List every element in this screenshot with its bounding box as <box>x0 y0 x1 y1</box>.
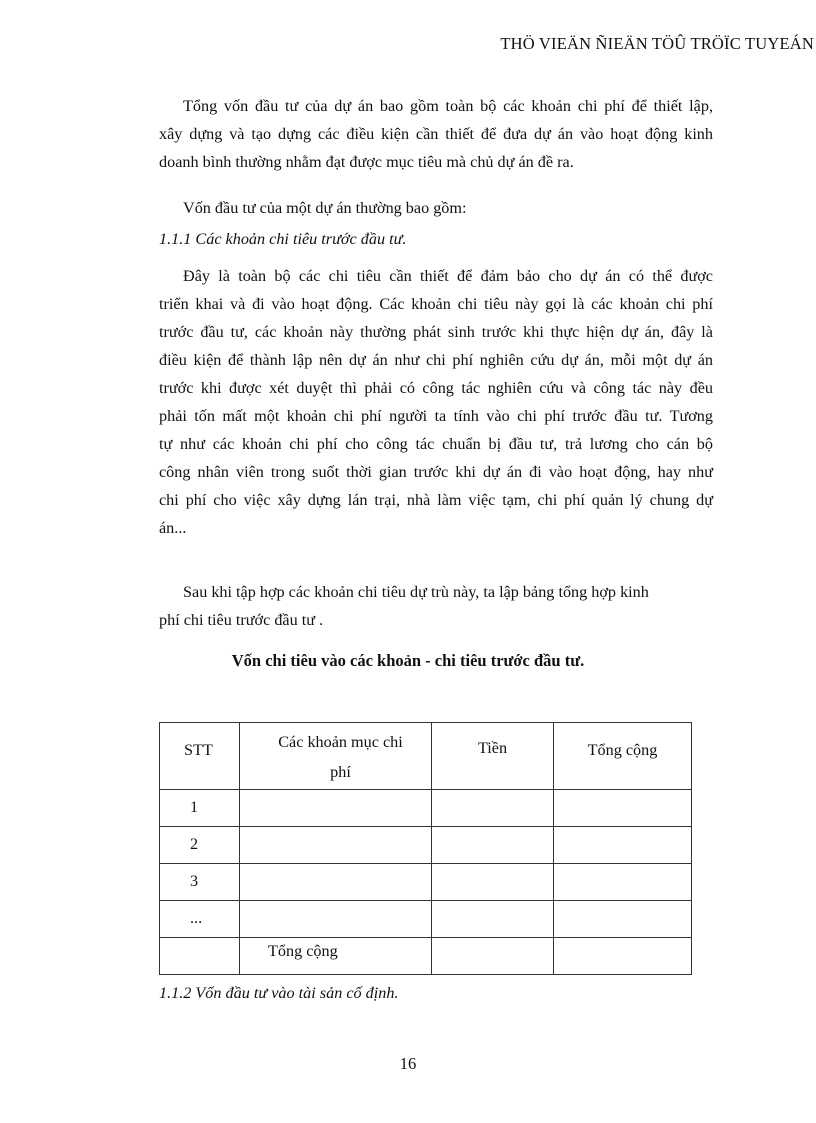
text-line: điều kiện để thành lập nên dự án như chi phí nghiên cứu dự án, mỗi một dự án <box>159 351 713 369</box>
text-line: chi phí cho việc xây dựng lán trại, nhà làm việc tạm, chi phí quản lý chung dự <box>159 491 713 509</box>
table-total-row <box>160 938 692 975</box>
text-line: phí chi tiêu trước đầu tư . <box>159 611 324 629</box>
header-tong-cong: Tổng cộng <box>554 723 692 790</box>
text-line: phải tốn mất một khoản chi phí người ta tính vào chi phí trước đầu tư. Tương <box>159 407 713 425</box>
cell-stt: 3 <box>160 864 240 901</box>
table-row <box>160 790 692 827</box>
header-khoan-muc <box>240 723 432 790</box>
text-line: án... <box>159 519 187 537</box>
header-tien: Tiền <box>432 723 554 790</box>
cell-stt: 1 <box>160 790 240 827</box>
header-khoan-muc-line2: phí <box>330 763 351 781</box>
paragraph-total-investment <box>159 92 713 176</box>
page-number: 16 <box>399 1054 417 1073</box>
cell-khoan-muc <box>240 901 432 938</box>
cell-khoan-muc <box>240 790 432 827</box>
table-row <box>160 827 692 864</box>
cell-stt <box>160 938 240 975</box>
text-line: Tổng vốn đầu tư của dự án bao gồm toàn bộ các khoản chi phí để thiết lập, <box>183 97 713 115</box>
page-header: THÖ VIEÄN ÑIEÄN TÖÛ TRÖÏC TUYEÁN <box>500 34 814 53</box>
text-line: tự như các khoản chi phí cho công tác chuẩn bị đầu tư, trả lương cho cán bộ <box>159 435 713 453</box>
cell-khoan-muc <box>240 827 432 864</box>
pre-investment-cost-table <box>159 722 692 975</box>
cell-tien <box>432 938 554 975</box>
text-line: Vốn đầu tư của một dự án thường bao gồm: <box>183 199 467 217</box>
cell-tong-cong <box>554 864 692 901</box>
header-khoan-muc-line1: Các khoản mục chi <box>278 733 403 751</box>
paragraph-investment-includes <box>159 194 713 222</box>
cell-khoan-muc <box>240 864 432 901</box>
table-row <box>160 864 692 901</box>
cell-tien <box>432 901 554 938</box>
text-line: Đây là toàn bộ các chi tiêu cần thiết để đảm bảo cho dự án có thể được <box>183 267 713 285</box>
cell-tien <box>432 864 554 901</box>
text-line: Sau khi tập hợp các khoản chi tiêu dự trù này, ta lập bảng tổng hợp kinh <box>183 583 649 601</box>
header-stt: STT <box>160 723 240 790</box>
text-line: trước khi được xét duyệt thì phải có công tác nghiên cứu và công tác này đều <box>159 379 713 397</box>
cell-tien <box>432 790 554 827</box>
cell-tong-cong <box>554 938 692 975</box>
cell-tien <box>432 827 554 864</box>
table-header-row <box>160 723 692 790</box>
section-heading-1-1-1: 1.1.1 Các khoản chi tiêu trước đầu tư. <box>159 230 407 248</box>
table-row <box>160 901 692 938</box>
cell-tong-cong <box>554 790 692 827</box>
cell-tong-cong <box>554 901 692 938</box>
cell-total-label: Tổng cộng <box>240 938 432 975</box>
cell-stt: ... <box>160 901 240 938</box>
text-line: triển khai và đi vào hoạt động. Các khoản chi tiêu này gọi là các khoản chi phí <box>159 295 713 313</box>
text-line: công nhân viên trong suốt thời gian trước khi dự án đi vào hoạt động, hay như <box>159 463 713 481</box>
text-line: trước đầu tư, các khoản này thường phát sinh trước khi thực hiện dự án, đây là <box>159 323 713 341</box>
table-caption: Vốn chi tiêu vào các khoản - chi tiêu trước đầu tư. <box>231 651 585 670</box>
cell-stt: 2 <box>160 827 240 864</box>
paragraph-pre-investment <box>159 262 713 542</box>
text-line: doanh bình thường nhằm đạt được mục tiêu mà chủ dự án đề ra. <box>159 153 574 171</box>
cell-tong-cong <box>554 827 692 864</box>
section-heading-1-1-2: 1.1.2 Vốn đầu tư vào tài sản cố định. <box>159 984 399 1002</box>
paragraph-summary-table-intro <box>159 578 689 634</box>
text-line: xây dựng và tạo dựng các điều kiện cần thiết để đưa dự án vào hoạt động kinh <box>159 125 713 143</box>
